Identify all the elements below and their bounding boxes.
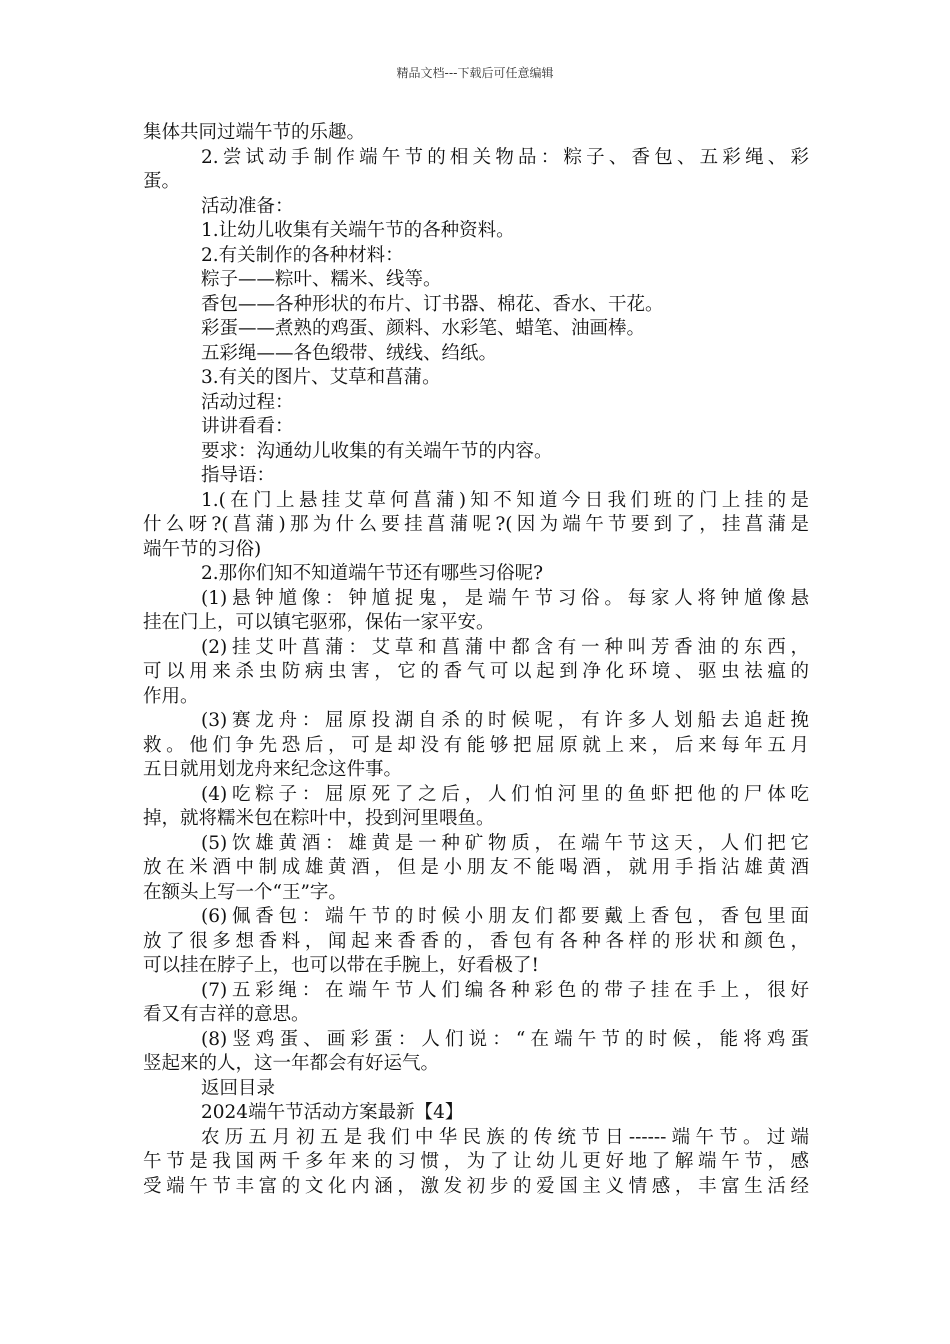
text-line: 掉，就将糯米包在粽叶中，投到河里喂鱼。: [143, 808, 495, 829]
text-line: 农历五月初五是我们中华民族的传统节日------端午节。过端: [201, 1126, 809, 1148]
text-line: 2.尝试动手制作端午节的相关物品：粽子、香包、五彩绳、彩: [201, 146, 809, 168]
text-line: 彩蛋——煮熟的鸡蛋、颜料、水彩笔、蜡笔、油画棒。: [201, 318, 646, 339]
text-line: (5)饮雄黄酒：雄黄是一种矿物质，在端午节这天，人们把它: [201, 832, 809, 854]
text-line: 放在米酒中制成雄黄酒，但是小朋友不能喝酒，就用手指沾雄黄酒: [143, 857, 809, 878]
text-line: (4)吃粽子：屈原死了之后，人们怕河里的鱼虾把他的尸体吃: [201, 783, 809, 805]
text-line: 端午节的习俗): [143, 538, 262, 560]
text-line: 作用。: [143, 685, 199, 707]
document-body: [143, 121, 809, 1199]
text-line: 可以挂在脖子上，也可以带在手腕上，好看极了!: [143, 955, 539, 976]
text-line: 香包——各种形状的布片、订书器、棉花、香水、干花。: [201, 293, 664, 315]
text-line: (6)佩香包：端午节的时候小朋友们都要戴上香包，香包里面: [201, 906, 809, 927]
text-line: 活动准备：: [201, 195, 294, 217]
text-line: 看又有吉祥的意思。: [143, 1004, 310, 1025]
text-line: 救。他们争先恐后，可是却没有能够把屈原就上来，后来每年五月: [143, 734, 809, 756]
text-line: 1.(在门上悬挂艾草何菖蒲)知不知道今日我们班的门上挂的是: [201, 489, 809, 511]
text-line: 2.有关制作的各种材料：: [201, 244, 404, 266]
text-line: 粽子——粽叶、糯米、线等。: [201, 269, 442, 290]
text-line: 竖起来的人，这一年都会有好运气。: [143, 1053, 440, 1074]
text-line: (3)赛龙舟：屈原投湖自杀的时候呢，有许多人划船去追赶挽: [201, 710, 809, 731]
text-line: 挂在门上，可以镇宅驱邪，保佑一家平安。: [143, 612, 495, 633]
text-line: 1.让幼儿收集有关端午节的各种资料。: [201, 220, 515, 241]
text-line: 集体共同过端午节的乐趣。: [143, 122, 366, 143]
text-line: 活动过程：: [201, 391, 294, 413]
text-line: (8)竖鸡蛋、画彩蛋：人们说：“在端午节的时候，能将鸡蛋: [201, 1028, 809, 1050]
text-line: 2.那你们知不知道端午节还有哪些习俗呢?: [201, 563, 544, 584]
text-line: 蛋。: [143, 171, 181, 192]
text-line: (1)悬钟馗像：钟馗捉鬼，是端午节习俗。每家人将钟馗像悬: [201, 587, 809, 609]
text-line: 在额头上写一个“王”字。: [143, 881, 347, 903]
text-line: 五彩绳——各色缎带、绒线、绉纸。: [201, 342, 498, 364]
text-line: 午节是我国两千多年来的习惯，为了让幼儿更好地了解端午节，感: [143, 1151, 809, 1172]
text-line: 讲讲看看：: [201, 416, 294, 437]
text-line: 指导语：: [201, 465, 276, 486]
text-line: (7)五彩绳：在端午节人们编各种彩色的带子挂在手上，很好: [201, 979, 809, 1001]
text-line: 可以用来杀虫防病虫害，它的香气可以起到净化环境、驱虫祛瘟的: [143, 661, 809, 682]
text-line: 五日就用划龙舟来纪念这件事。: [143, 759, 403, 780]
text-line: 2024端午节活动方案最新【4】: [201, 1102, 464, 1123]
page-header: 精品文档---下载后可任意编辑: [396, 66, 554, 80]
text-line: 什么呀?(菖蒲)那为什么要挂菖蒲呢?(因为端午节要到了，挂菖蒲是: [143, 514, 809, 535]
text-line: (2)挂艾叶菖蒲：艾草和菖蒲中都含有一种叫芳香油的东西，: [201, 636, 809, 658]
text-line: 要求：沟通幼儿收集的有关端午节的内容。: [201, 440, 553, 462]
text-line: 3.有关的图片、艾草和菖蒲。: [201, 367, 441, 388]
text-line: 受端午节丰富的文化内涵，激发初步的爱国主义情感，丰富生活经: [143, 1175, 809, 1197]
text-line: 放了很多想香料，闻起来香香的，香包有各种各样的形状和颜色，: [143, 930, 809, 952]
text-line: 返回目录: [201, 1077, 276, 1099]
